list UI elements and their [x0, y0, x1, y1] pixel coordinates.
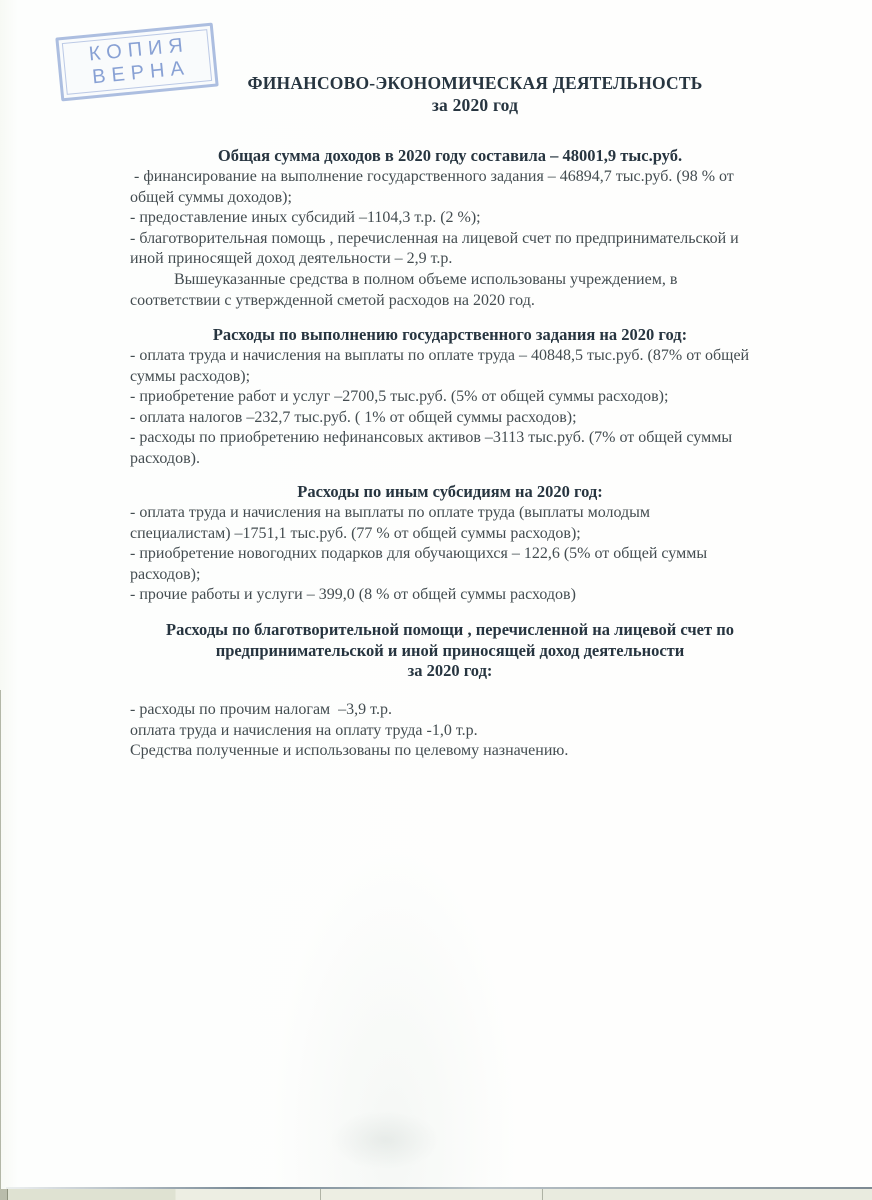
doc-line: соответствии с утвержденной сметой расходов на 2020 год. [130, 291, 535, 309]
doc-title [130, 72, 840, 116]
section-heading-line: Расходы по благотворительной помощи , перечисленной на лицевой счет по [166, 620, 734, 639]
doc-line: оплата труда и начисления на оплату труда -1,0 т.р. [130, 721, 478, 739]
section-body-charity [130, 700, 830, 762]
section-heading-charity-expenses [130, 620, 820, 682]
doc-title-line1: ФИНАНСОВО-ЭКОНОМИЧЕСКАЯ ДЕЯТЕЛЬНОСТЬ [247, 73, 703, 93]
doc-line: - прочие работы и услуги – 399,0 (8 % от общей суммы расходов) [130, 586, 576, 604]
doc-line: - расходы по прочим налогам –3,9 т.р. [130, 701, 392, 718]
scanner-bed-seam [542, 1189, 543, 1200]
scanner-bed-seam [320, 1189, 321, 1200]
doc-line: общей суммы доходов); [130, 188, 292, 206]
doc-line: - финансирование на выполнение государственного задания – 46894,7 тыс.руб. (98 % от [130, 168, 734, 185]
doc-line: - оплата труда и начисления на выплаты по оплате труда – 40848,5 тыс.руб. (87% от общей [130, 347, 750, 364]
doc-line: расходов). [130, 449, 200, 467]
scanner-bed-strip [0, 1189, 872, 1200]
doc-line: суммы расходов); [130, 367, 251, 385]
doc-line: расходов); [130, 565, 201, 583]
scan-smudge [330, 1110, 440, 1170]
section-heading-text: Расходы по иным субсидиям на 2020 год: [297, 482, 603, 501]
doc-line: - приобретение работ и услуг –2700,5 тыс.руб. (5% от общей суммы расходов); [130, 388, 669, 406]
section-body-income [130, 167, 830, 311]
section-heading-line: предпринимательской и иной приносящей доход деятельности [215, 640, 685, 660]
section-heading-state-task-expenses [130, 325, 820, 346]
stamp-line2: ВЕРНА [91, 57, 191, 89]
doc-line: Средства полученные и использованы по целевому назначению. [130, 742, 569, 760]
section-body-state-task [130, 346, 830, 470]
doc-line: - расходы по приобретению нефинансовых активов –3113 тыс.руб. (7% от общей суммы [130, 429, 733, 447]
section-heading-income-total [130, 146, 820, 167]
doc-line: Вышеуказанные средства в полном объеме использованы учреждением, в [130, 270, 678, 288]
stamp-line1: КОПИЯ [87, 34, 190, 66]
doc-line: специалистам) –1751,1 тыс.руб. (77 % от общей суммы расходов); [130, 524, 581, 542]
section-heading-other-subsidies [130, 482, 820, 503]
scan-left-edge [0, 690, 1, 1200]
doc-line: иной приносящей доход деятельности – 2,9 т.р. [130, 250, 453, 268]
doc-line: - оплата труда и начисления на выплаты по оплате труда (выплаты молодым [130, 504, 651, 521]
doc-line: - оплата налогов –232,7 тыс.руб. ( 1% от общей суммы расходов); [130, 408, 577, 426]
section-body-other-subsidies [130, 503, 830, 606]
doc-line: - предоставление иных субсидий –1104,3 т.р. (2 %); [130, 209, 481, 227]
scanner-bed-corner [0, 1189, 8, 1200]
section-heading-line: за 2020 год: [407, 661, 493, 681]
doc-line: - приобретение новогодних подарков для обучающихся – 122,6 (5% от общей суммы [130, 545, 708, 563]
doc-line: - благотворительная помощь , перечисленная на лицевой счет по предпринимательской и [130, 229, 739, 247]
section-heading-text: Общая сумма доходов в 2020 году составила – 48001,9 тыс.руб. [217, 146, 683, 165]
doc-title-line2: за 2020 год [431, 95, 519, 115]
section-heading-text: Расходы по выполнению государственного задания на 2020 год: [212, 325, 688, 344]
